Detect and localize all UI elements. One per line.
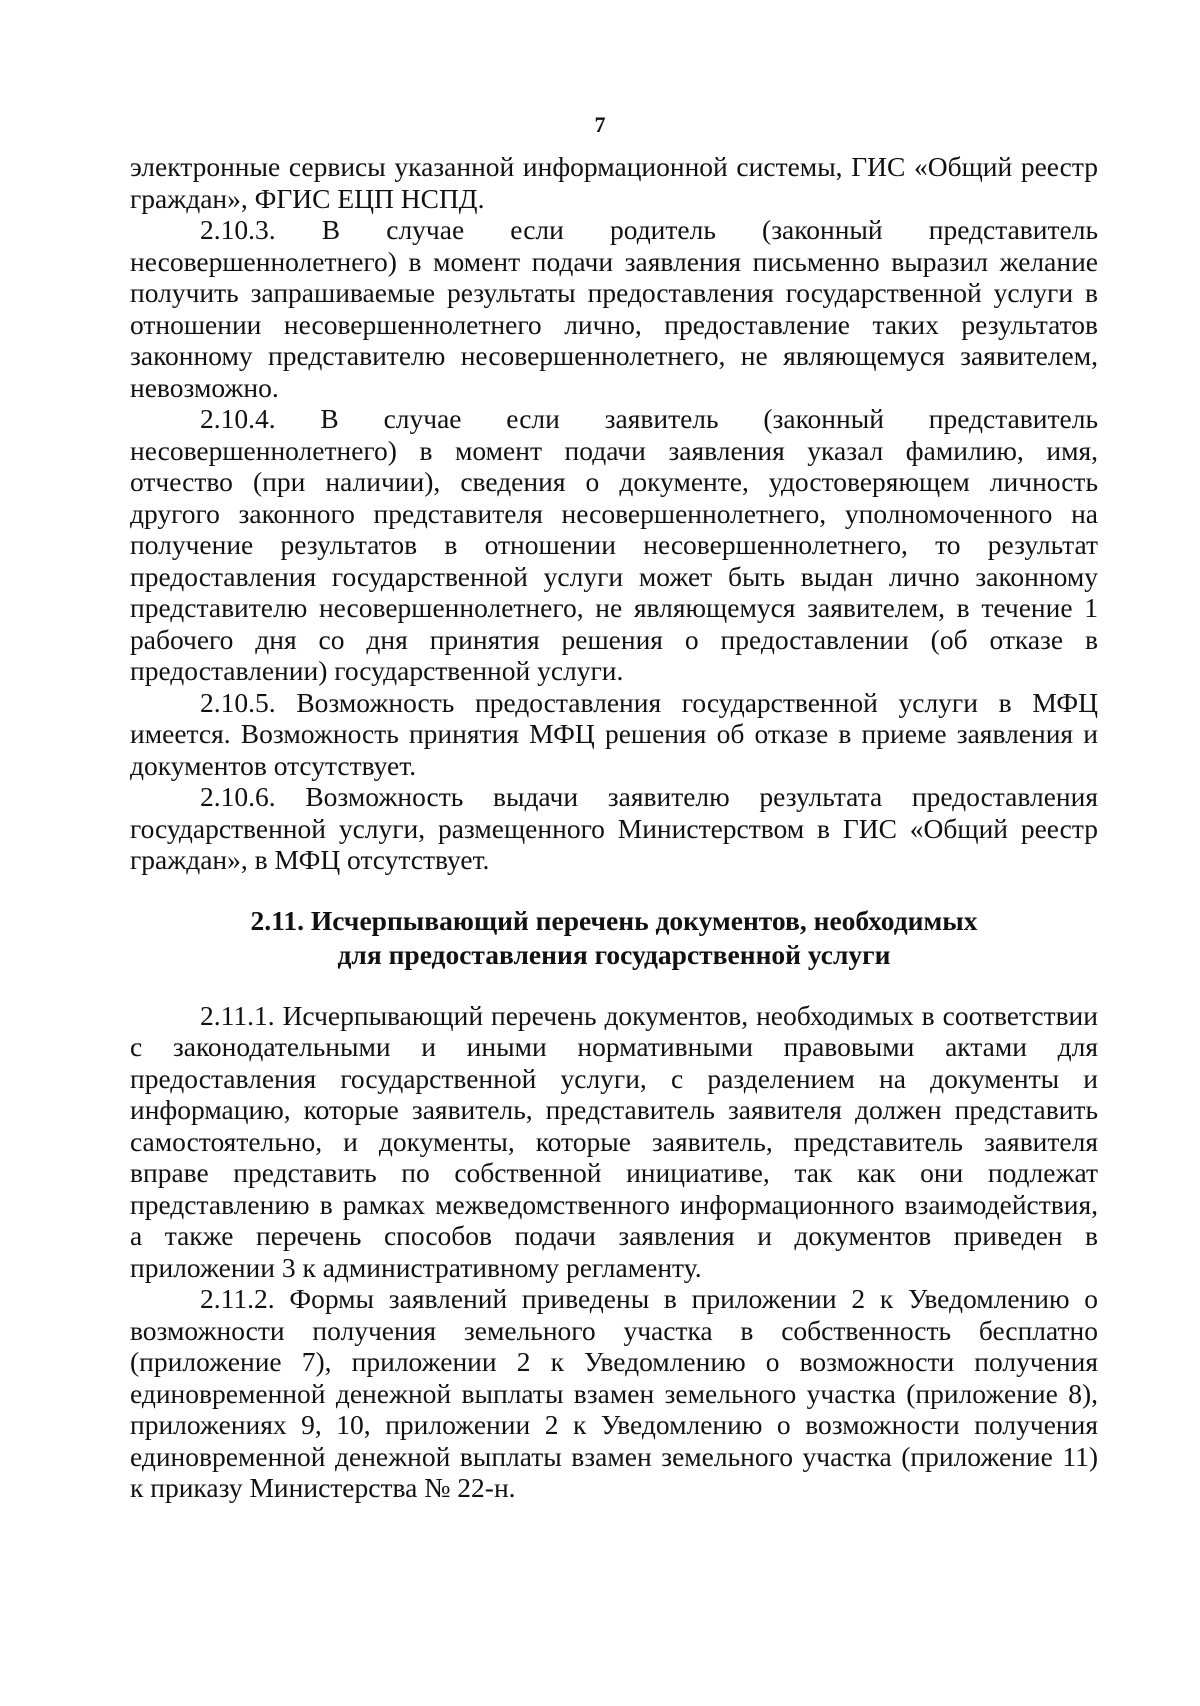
paragraph-2-10-6: 2.10.6. Возможность выдачи заявителю результата предоставления государственной услуги, размещенного Министерством в ГИС «Общий реестр граждан», в МФЦ отсутствует. — [130, 781, 1098, 875]
paragraph-2-10-4: 2.10.4. В случае если заявитель (законный представитель несовершеннолетнего) в момент подачи заявления указал фамилию, имя, отчество (при наличии), сведения о документе, удостоверяющем личность другого законного представителя несовершеннолетнего, уполномоченного на получение результатов в отношении несовершеннолетнего, то результат предоставления государственной услуги может быть выдан лично законному представителю несовершеннолетнего, не являющемуся заявителем, в течение 1 рабочего дня со дня принятия решения о предоставлении (об отказе в предоставлении) государственной услуги. — [130, 403, 1098, 686]
page-number: 7 — [594, 112, 606, 137]
paragraph-continuation: электронные сервисы указанной информационной системы, ГИС «Общий реестр граждан», ФГИС ЕЦП НСПД. — [130, 151, 1098, 214]
paragraph-2-11-1: 2.11.1. Исчерпывающий перечень документов, необходимых в соответствии с законодательными и иными нормативными правовыми актами для предоставления государственной услуги, с разделением на документы и информацию, которые заявитель, представитель заявителя должен представить самостоятельно, и документы, которые заявитель, представитель заявителя вправе представить по собственной инициативе, так как они подлежат представлению в рамках межведомственного информационного взаимодействия, а также перечень способов подачи заявления и документов приведен в приложении 3 к административному регламенту. — [130, 999, 1098, 1283]
section-heading-2-11 — [130, 904, 1098, 972]
paragraph-2-10-3: 2.10.3. В случае если родитель (законный представитель несовершеннолетнего) в момент подачи заявления письменно выразил желание получить запрашиваемые результаты предоставления государственной услуги в отношении несовершеннолетнего лично, предоставление таких результатов законному представителю несовершеннолетнего, не являющемуся заявителем, невозможно. — [130, 214, 1098, 403]
paragraph-2-11-2: 2.11.2. Формы заявлений приведены в приложении 2 к Уведомлению о возможности получения земельного участка в собственность бесплатно (приложение 7), приложении 2 к Уведомлению о возможности получения единовременной денежной выплаты взамен земельного участка (приложение 8), приложениях 9, 10, приложении 2 к Уведомлению о возможности получения единовременной денежной выплаты взамен земельного участка (приложение 11) к приказу Министерства № 22-н. — [130, 1283, 1098, 1503]
document-body — [130, 151, 1098, 1504]
section-heading-line-1: 2.11. Исчерпывающий перечень документов, необходимых — [250, 904, 978, 936]
section-heading-line-2: для предоставления государственной услуги — [337, 938, 891, 970]
paragraph-2-10-5: 2.10.5. Возможность предоставления государственной услуги в МФЦ имеется. Возможность принятия МФЦ решения об отказе в приеме заявления и документов отсутствует. — [130, 686, 1098, 781]
